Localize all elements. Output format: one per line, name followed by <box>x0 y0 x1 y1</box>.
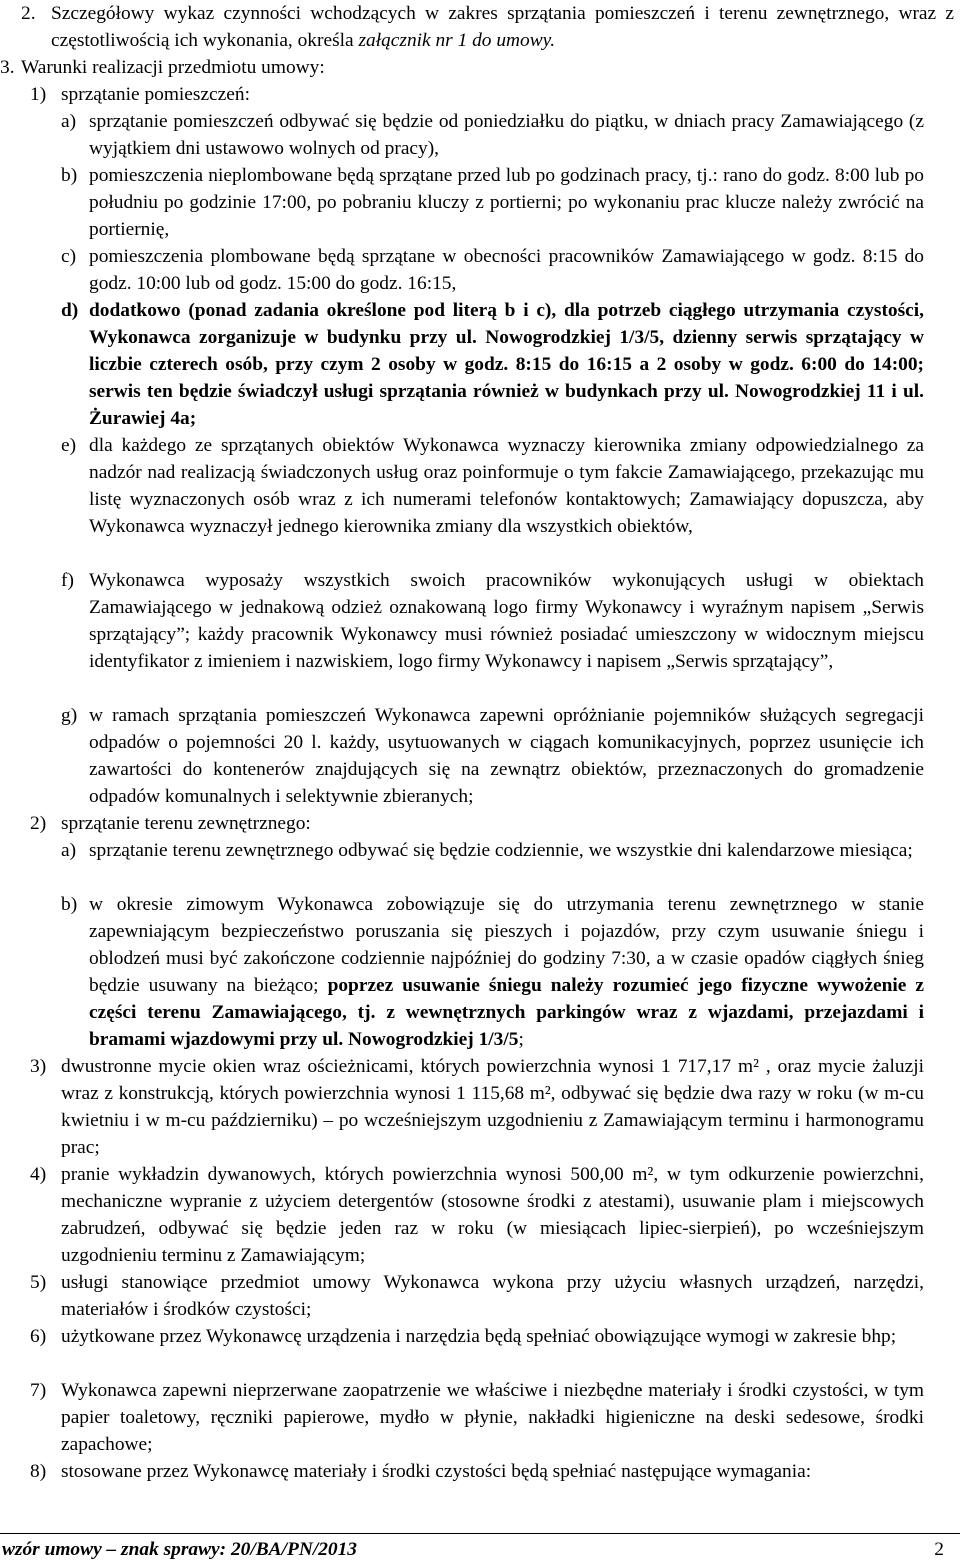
list-item <box>0 567 960 702</box>
list-item-label: 3) <box>30 1056 47 1077</box>
text-run: Warunki realizacji przedmiotu umowy: <box>21 57 325 78</box>
list-item <box>0 1458 960 1485</box>
list-item-label: 6) <box>30 1326 47 1347</box>
list-item <box>0 54 960 81</box>
list-item <box>0 432 960 567</box>
page-number: 2 <box>934 1539 944 1560</box>
list-item-text <box>61 810 924 837</box>
page-footer <box>0 1533 960 1561</box>
text-run: ; <box>518 1029 524 1050</box>
list-item-text <box>89 108 924 162</box>
list-item-text <box>89 432 924 540</box>
text-run: załącznik nr 1 do umowy. <box>358 30 556 51</box>
text-run: usługi stanowiące przedmiot umowy Wykonawca wykona przy użyciu własnych urządzeń, narzędzi, materiałów i środków czystości; <box>61 1272 924 1320</box>
list-item-label: 2. <box>21 3 36 24</box>
list-item-label: a) <box>61 111 77 132</box>
list-item-text <box>61 1161 924 1269</box>
list-item <box>0 108 960 162</box>
list-item-text <box>89 567 924 675</box>
text-run: sprzątanie pomieszczeń odbywać się będzie od poniedziałku do piątku, w dniach pracy Zamawiającego (z wyjątkiem dni ustawowo wolnych od pracy), <box>89 111 924 159</box>
list-item-label: b) <box>61 894 78 915</box>
text-run: dwustronne mycie okien wraz ościeżnicami, których powierzchnia wynosi 1 717,17 m² , oraz mycie żaluzji wraz z konstrukcją, których powierzchnia wynosi 1 115,68 m², odbywać się będzie dwa razy w roku (w m-cu kwietniu i w m-cu październiku) – po wcześniejszym uzgodnieniu z Zamawiającym terminu i harmonogramu prac; <box>61 1056 924 1158</box>
list-item <box>0 837 960 891</box>
text-run: dodatkowo (ponad zadania określone pod literą b i c), dla potrzeb ciągłego utrzymania czystości, Wykonawca zorganizuje w budynku przy ul. Nowogrodzkiej 1/3/5, dzienny serwis sprzątający w liczbie czterech osób, przy czym 2 osoby w godz. 8:15 do 16:15 a 2 osoby w godz. 6:00 do 14:00; serwis ten będzie świadczył usługi sprzątania również w budynkach przy ul. Nowogrodzkiej 11 i ul. Żurawiej 4a; <box>89 300 924 429</box>
list-item-label: a) <box>61 840 77 861</box>
list-item-label: g) <box>61 705 78 726</box>
list-item-label: d) <box>61 300 79 321</box>
list-item-text <box>61 1377 924 1458</box>
text-run: pranie wykładzin dywanowych, których powierzchnia wynosi 500,00 m², w tym odkurzenie powierzchni, mechaniczne wypranie z użyciem detergentów (stosowne środki z atestami), usuwanie plam i miejscowych zabrudzeń, odbywać się będzie jeden raz w roku (w miesiącach lipiec-sierpień), po wcześniejszym uzgodnieniu terminu z Zamawiającym; <box>61 1164 924 1266</box>
list-item <box>0 1323 960 1377</box>
list-item-label: 7) <box>30 1380 47 1401</box>
list-item-label: b) <box>61 165 78 186</box>
list-item-label: 1) <box>30 84 47 105</box>
text-run: pomieszczenia nieplombowane będą sprzątane przed lub po godzinach pracy, tj.: rano do godz. 8:00 lub po południu po godzinie 17:00, po pobraniu kluczy z portierni; po wykonaniu prac klucze należy zwrócić na portiernię, <box>89 165 924 240</box>
text-run: sprzątanie terenu zewnętrznego: <box>61 813 311 834</box>
text-run: sprzątanie pomieszczeń: <box>61 84 250 105</box>
list-item-text <box>61 1053 924 1161</box>
list-item-text <box>51 0 954 54</box>
list-item-label: 5) <box>30 1272 47 1293</box>
list-item-label: f) <box>61 570 74 591</box>
text-run: Szczegółowy wykaz czynności wchodzących w zakres sprzątania pomieszczeń i terenu zewnętrznego, wraz z częstotliwością ich wykonania, określa <box>51 3 954 51</box>
text-run: w ramach sprzątania pomieszczeń Wykonawca zapewni opróżnianie pojemników służących segregacji odpadów o pojemności 20 l. każdy, usytuowanych w ciągach komunikacyjnych, poprzez usunięcie ich zawartości do kontenerów znajdujących się na zewnątrz obiektów, przeznaczonych do gromadzenie odpadów komunalnych i selektywnie zbieranych; <box>89 705 924 807</box>
list-item-label: e) <box>61 435 77 456</box>
list-item-text <box>89 702 924 810</box>
list-item <box>0 702 960 810</box>
text-run: sprzątanie terenu zewnętrznego odbywać się będzie codziennie, we wszystkie dni kalendarzowe miesiąca; <box>89 840 913 861</box>
text-run: stosowane przez Wykonawcę materiały i środki czystości będą spełniać następujące wymagania: <box>61 1461 812 1482</box>
list-item <box>0 297 960 432</box>
list-item-label: 4) <box>30 1164 47 1185</box>
list-item <box>0 1161 960 1269</box>
list-item-text <box>61 1323 924 1350</box>
list-item <box>0 891 960 1053</box>
text-run: Wykonawca wyposaży wszystkich swoich pracowników wykonujących usługi w obiektach Zamawiającego w jednakową odzież oznakowaną logo firmy Wykonawcy i wyraźnym napisem „Serwis sprzątający”; każdy pracownik Wykonawcy musi również posiadać umieszczony w widocznym miejscu identyfikator z imieniem i nazwiskiem, logo firmy Wykonawcy i napisem „Serwis sprzątający”, <box>89 570 924 672</box>
list-item <box>0 81 960 108</box>
list-item-text <box>89 162 924 243</box>
list-item-label: 3. <box>0 57 15 78</box>
list-item <box>0 0 960 54</box>
text-run: w okresie zimowym Wykonawca zobowiązuje się do utrzymania terenu zewnętrznego w stanie zapewniającym bezpieczeństwo poruszania się pieszych i pojazdów, przy czym usuwanie śniegu i oblodzeń musi być zakończone codziennie najpóźniej do godziny 7:30, a w czasie opadów ciągłych śnieg będzie usuwany na bieżąco; <box>89 894 924 996</box>
text-run: pomieszczenia plombowane będą sprzątane w obecności pracowników Zamawiającego w godz. 8:15 do godz. 10:00 lub od godz. 15:00 do godz. 16:15, <box>89 246 924 294</box>
list-item-text <box>89 837 924 864</box>
footer-divider <box>0 1533 960 1534</box>
list-item-text <box>21 54 924 81</box>
text-run: poprzez usuwanie śniegu należy rozumieć jego fizyczne wywożenie z części terenu Zamawiającego, tj. z wewnętrznych parkingów wraz z wjazdami, przejazdami i bramami wjazdowymi przy ul. Nowogrodzkiej 1/3/5 <box>89 975 925 1050</box>
list-item-text <box>61 1458 924 1485</box>
list-item-text <box>61 1269 924 1323</box>
list-item-text <box>89 243 924 297</box>
list-item <box>0 1377 960 1458</box>
list-item-label: 8) <box>30 1461 47 1482</box>
list-item <box>0 243 960 297</box>
list-item <box>0 1053 960 1161</box>
list-item-text <box>89 297 924 432</box>
text-run: użytkowane przez Wykonawcę urządzenia i narzędzia będą spełniać obowiązujące wymogi w zakresie bhp; <box>61 1326 897 1347</box>
list-item <box>0 810 960 837</box>
list-item-text <box>61 81 924 108</box>
text-run: Wykonawca zapewni nieprzerwane zaopatrzenie we właściwe i niezbędne materiały i środki czystości, w tym papier toaletowy, ręczniki papierowe, mydło w płynie, nakładki higieniczne na deski sedesowe, środki zapachowe; <box>61 1380 924 1455</box>
list-item-label: c) <box>61 246 77 267</box>
list-item-label: 2) <box>30 813 47 834</box>
list-item <box>0 162 960 243</box>
list-item-text <box>89 891 924 1053</box>
text-run: dla każdego ze sprzątanych obiektów Wykonawca wyznaczy kierownika zmiany odpowiedzialnego za nadzór nad realizacją świadczonych usług oraz poinformuje o tym fakcie Zamawiającego, przekazując mu listę wyznaczonych osób wraz z ich numerami telefonów kontaktowych; Zamawiający dopuszcza, aby Wykonawca wyznaczył jednego kierownika zmiany dla wszystkich obiektów, <box>89 435 924 537</box>
list-item <box>0 1269 960 1323</box>
footer-reference: wzór umowy – znak sprawy: 20/BA/PN/2013 <box>2 1539 358 1560</box>
